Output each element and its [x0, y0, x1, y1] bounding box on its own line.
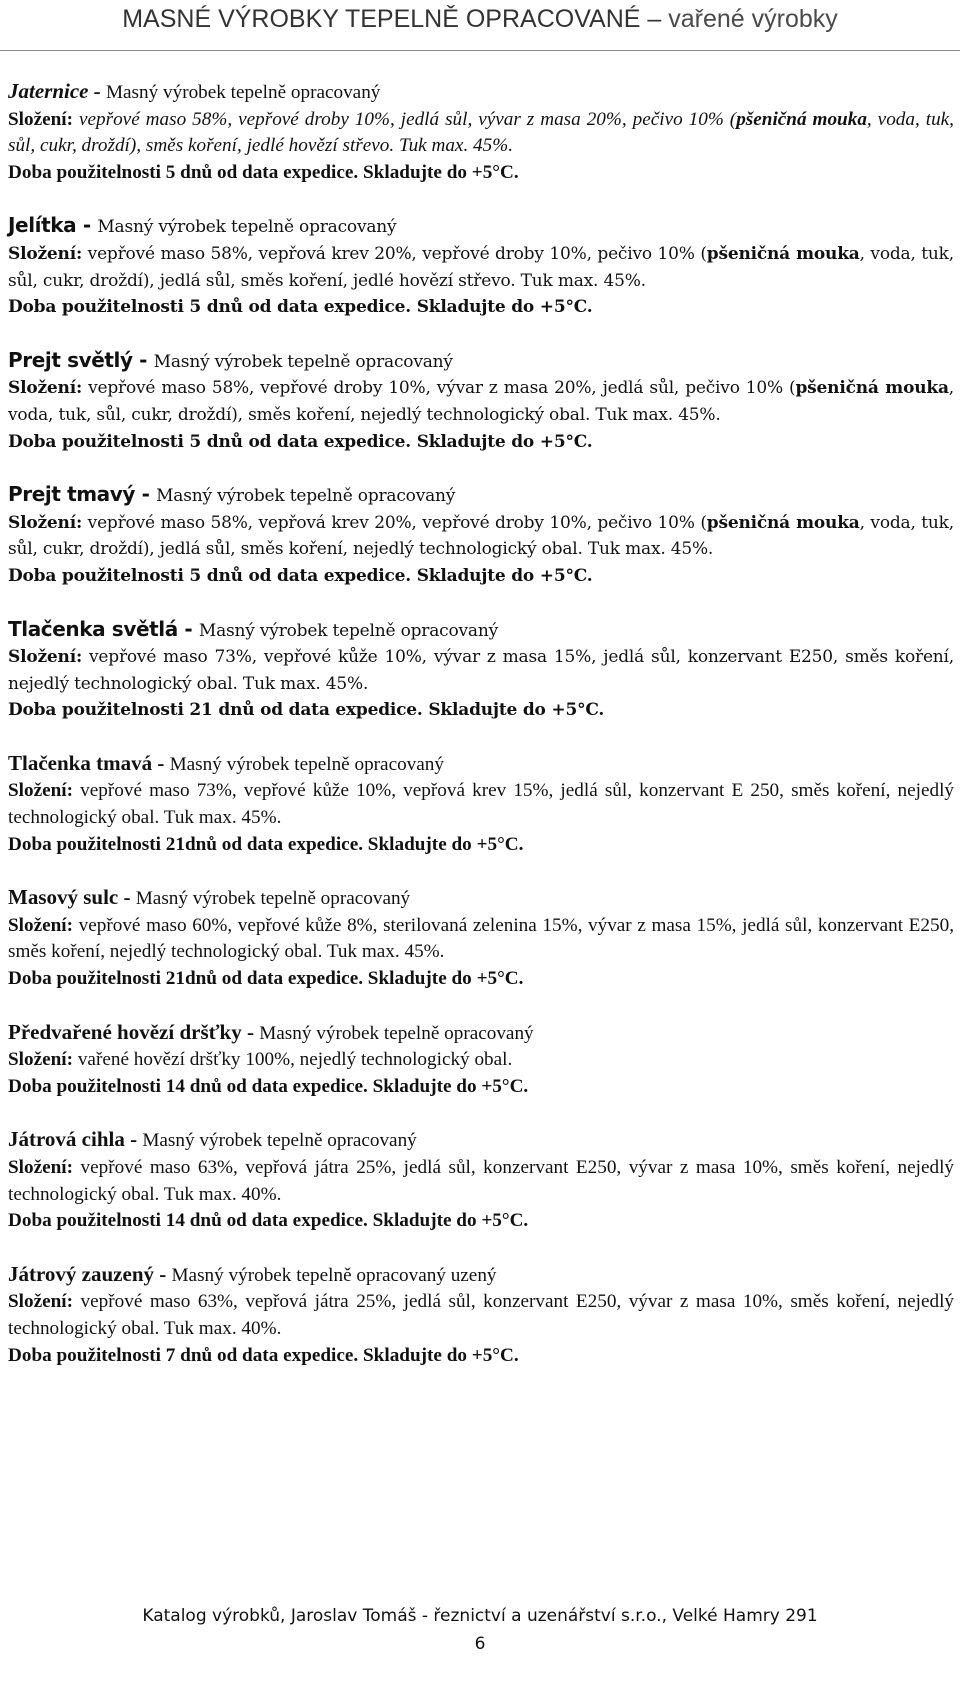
- product-entry: [8, 212, 954, 320]
- product-title-line: [8, 884, 954, 913]
- page-header: [0, 0, 960, 51]
- product-entry: [8, 1261, 954, 1369]
- composition-text: vepřové maso 58%, vepřová krev 20%, vepřové droby 10%, pečivo 10% (: [82, 243, 707, 264]
- composition-text: , voda, tuk, sůl, cukr, droždí), směs koření, nejedlý technologický obal. Tuk max. 45%.: [8, 378, 954, 425]
- ingredient-allergen: pšeničná mouka: [706, 512, 860, 533]
- composition-label: Složení:: [8, 780, 74, 802]
- composition-text: vepřové maso 58%, vepřová krev 20%, vepřové droby 10%, pečivo 10% (: [82, 512, 707, 533]
- composition-label: Složení:: [8, 1049, 74, 1071]
- product-type: Masný výrobek tepelně opracovaný uzený: [171, 1264, 497, 1286]
- product-name: Jaternice -: [8, 79, 106, 103]
- expiry-note: Doba použitelnosti 21dnů od data expedice. Skladujte do +5°C.: [8, 833, 524, 855]
- composition: [8, 375, 954, 428]
- composition-text: vařené hovězí dršťky 100%, nejedlý technologický obal.: [73, 1049, 513, 1071]
- expiry-note: Doba použitelnosti 14 dnů od data expedice. Skladujte do +5°C.: [8, 1210, 529, 1232]
- product-entry: [8, 78, 954, 186]
- product-title-line: [8, 347, 954, 376]
- composition: [8, 510, 954, 563]
- product-type: Masný výrobek tepelně opracovaný: [135, 888, 411, 910]
- composition-text: vepřové maso 58%, vepřové droby 10%, jedlá sůl, vývar z masa 20%, pečivo 10% (: [73, 108, 737, 130]
- composition: [8, 1047, 954, 1074]
- product-type: Masný výrobek tepelně opracovaný: [142, 1130, 417, 1152]
- product-title-line: [8, 1126, 954, 1155]
- product-type: Masný výrobek tepelně opracovaný: [259, 1022, 534, 1044]
- composition-label: Složení:: [8, 1157, 74, 1178]
- product-entry: [8, 616, 954, 724]
- product-type: Masný výrobek tepelně opracovaný: [153, 351, 453, 372]
- product-title-line: [8, 212, 954, 241]
- product-name: Prejt tmavý -: [8, 482, 157, 507]
- composition: [8, 778, 954, 831]
- composition-text: vepřové maso 73%, vepřové kůže 10%, vývar z masa 15%, jedlá sůl, konzervant E250, směs koření, nejedlý technologický obal. Tuk max. 45%.: [8, 647, 954, 694]
- header-separator: –: [647, 5, 669, 33]
- product-entry: [8, 1126, 954, 1234]
- composition-text: , voda, tuk, sůl, cukr, droždí), jedlá sůl, směs koření, jedlé hovězí střevo. Tuk max. 45%.: [8, 243, 954, 291]
- expiry-note: Doba použitelnosti 14 dnů od data expedice. Skladujte do +5°C.: [8, 1075, 529, 1097]
- expiry-note: Doba použitelnosti 5 dnů od data expedice. Skladujte do +5°C.: [8, 565, 593, 586]
- page-number: 6: [474, 1634, 486, 1654]
- expiry-note: Doba použitelnosti 5 dnů od data expedice. Skladujte do +5°C.: [8, 297, 593, 318]
- composition-label: Složení:: [8, 378, 83, 399]
- composition-label: Složení:: [8, 1291, 74, 1313]
- product-name: Masový sulc -: [8, 885, 136, 910]
- composition-text: vepřové maso 63%, vepřová játra 25%, jedlá sůl, konzervant E250, vývar z masa 10%, směs koření, nejedlý technologický obal. Tuk max. 40%.: [8, 1291, 954, 1339]
- composition: [8, 241, 954, 294]
- product-type: Masný výrobek tepelně opracovaný: [198, 620, 499, 641]
- product-entry: [8, 347, 954, 455]
- product-type: Masný výrobek tepelně opracovaný: [156, 486, 456, 507]
- composition-label: Složení:: [8, 914, 74, 936]
- product-title-line: [8, 616, 954, 645]
- product-title-line: [8, 1019, 954, 1048]
- composition-text: vepřové maso 73%, vepřové kůže 10%, vepřová krev 15%, jedlá sůl, konzervant E 250, směs koření, nejedlý technologický obal. Tuk max. 45%.: [8, 780, 954, 829]
- composition-label: Složení:: [8, 108, 74, 130]
- product-entry: [8, 1019, 954, 1101]
- composition-text: vepřové maso 58%, vepřové droby 10%, vývar z masa 20%, jedlá sůl, pečivo 10% (: [82, 378, 796, 399]
- composition: [8, 913, 954, 966]
- composition: [8, 644, 954, 697]
- header-title: MASNÉ VÝROBKY TEPELNĚ OPRACOVANÉ: [122, 5, 641, 33]
- product-title-line: [8, 481, 954, 510]
- product-entry: [8, 884, 954, 992]
- product-name: Játrový zauzený -: [8, 1261, 172, 1286]
- header-subtitle: vařené výrobky: [668, 5, 838, 33]
- product-type: Masný výrobek tepelně opracovaný: [105, 82, 381, 103]
- product-type: Masný výrobek tepelně opracovaný: [169, 753, 444, 775]
- product-title-line: [8, 1261, 954, 1290]
- composition-text: , voda, tuk, sůl, cukr, droždí), směs koření, jedlé hovězí střevo. Tuk max. 45%.: [8, 108, 954, 157]
- product-list: [8, 78, 954, 1395]
- expiry-note: Doba použitelnosti 21 dnů od data expedice. Skladujte do +5°C.: [8, 700, 605, 721]
- composition-label: Složení:: [8, 243, 83, 264]
- ingredient-allergen: pšeničná mouka: [736, 108, 867, 130]
- product-name: Tlačenka tmavá -: [8, 750, 170, 775]
- expiry-note: Doba použitelnosti 5 dnů od data expedice. Skladujte do +5°C.: [8, 431, 593, 452]
- composition: [8, 1289, 954, 1342]
- product-name: Jelítka -: [8, 213, 98, 238]
- composition-text: , voda, tuk, sůl, cukr, droždí), jedlá sůl, směs koření, nejedlý technologický obal. Tuk max. 45%.: [8, 512, 954, 560]
- product-type: Masný výrobek tepelně opracovaný: [97, 217, 397, 238]
- composition-label: Složení:: [8, 512, 83, 533]
- product-name: Předvařené hovězí dršťky -: [8, 1019, 260, 1044]
- product-entry: [8, 750, 954, 858]
- product-name: Játrová cihla -: [8, 1127, 143, 1152]
- composition-text: vepřové maso 63%, vepřová játra 25%, jedlá sůl, konzervant E250, vývar z masa 10%, směs koření, nejedlý technologický obal. Tuk max. 40%.: [8, 1157, 954, 1205]
- product-title-line: [8, 78, 954, 107]
- expiry-note: Doba použitelnosti 21dnů od data expedice. Skladujte do +5°C.: [8, 968, 524, 990]
- composition-label: Složení:: [8, 647, 83, 668]
- product-entry: [8, 481, 954, 589]
- ingredient-allergen: pšeničná mouka: [795, 378, 949, 399]
- composition: [8, 1155, 954, 1208]
- product-name: Prejt světlý -: [8, 347, 154, 372]
- product-title-line: [8, 750, 954, 779]
- composition: [8, 107, 954, 160]
- expiry-note: Doba použitelnosti 7 dnů od data expedice. Skladujte do +5°C.: [8, 1344, 519, 1366]
- product-name: Tlačenka světlá -: [8, 616, 199, 641]
- page-footer: [0, 1602, 960, 1658]
- composition-text: vepřové maso 60%, vepřové kůže 8%, sterilovaná zelenina 15%, vývar z masa 15%, jedlá sůl, konzervant E250, směs koření, nejedlý technologický obal. Tuk max. 45%.: [8, 914, 954, 963]
- ingredient-allergen: pšeničná mouka: [706, 243, 860, 264]
- footer-text: Katalog výrobků, Jaroslav Tomáš - řeznictví a uzenářství s.r.o., Velké Hamry 291: [142, 1606, 818, 1626]
- expiry-note: Doba použitelnosti 5 dnů od data expedice. Skladujte do +5°C.: [8, 161, 519, 183]
